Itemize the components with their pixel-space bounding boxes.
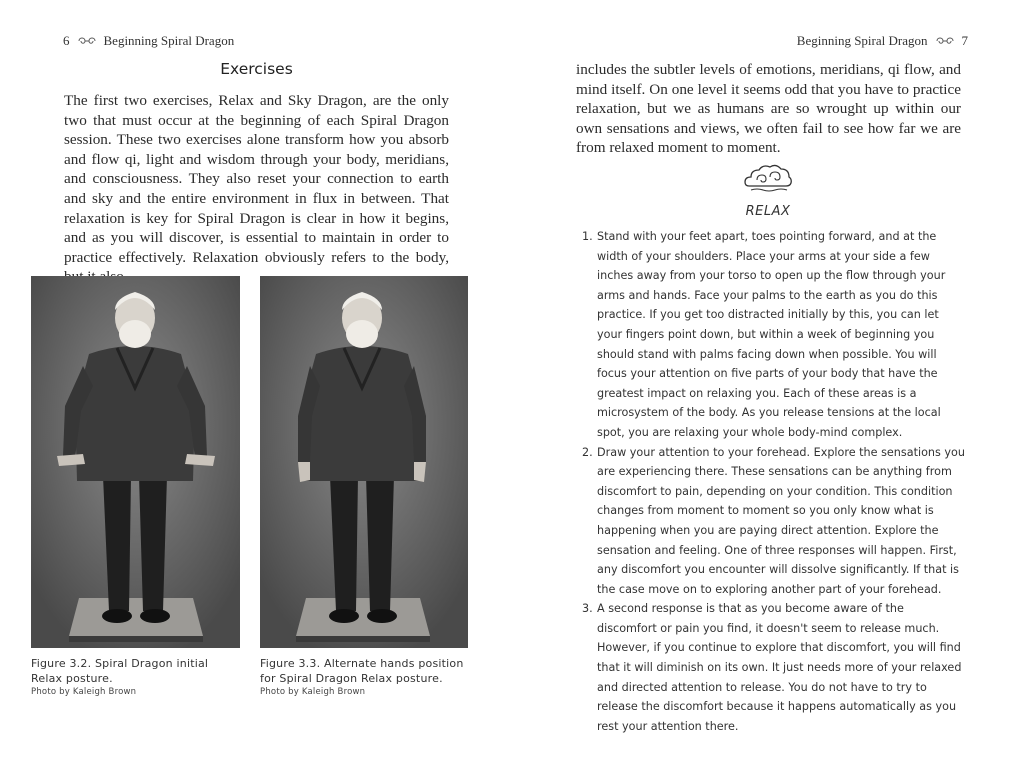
- figure-caption: [260, 656, 475, 699]
- list-item: [574, 599, 966, 736]
- photo-credit: Photo by Kaleigh Brown: [31, 687, 137, 697]
- swirl-ornament-icon: [78, 36, 96, 46]
- page-number: 6: [63, 33, 70, 48]
- figure-photo-relax-posture: [31, 276, 240, 648]
- page-number: 7: [961, 33, 968, 48]
- step-text: Draw your attention to your forehead. Explore the sensations you are experiencing there. These sensations can be anything from discomfort to pain, depending on your condition. This condition changes from moment to moment so you only know what is happening when you are paying direct attention. Explore the sensation and feeling. One of three responses will happen. First, any discomfort you encounter will dissolve significantly. If that is the case move on to exploring another part of your forehead.: [597, 445, 965, 596]
- exercise-subheading: RELAX: [745, 204, 791, 219]
- figure-caption: [31, 656, 236, 699]
- list-item: [574, 227, 966, 443]
- running-head-right: [797, 33, 968, 49]
- step-number: 2.: [582, 445, 593, 459]
- cloud-ornament-icon: [743, 162, 793, 194]
- running-head-title: Beginning Spiral Dragon: [103, 33, 235, 48]
- figure-photo-alternate-hands: [260, 276, 468, 648]
- body-paragraph: The first two exercises, Relax and Sky Dragon, are the only two that must occur at the beginning of each Spiral Dragon session. These two exercises alone transform how you absorb and flow qi, light and wisdom through your body, meridians, and consciousness. They also reset your connection to earth and sky and the entire environment in flux in between. That relaxation is key for Spiral Dragon is clear in how it begins, and as you will discover, is essential to maintain in order to practice effectively. Relaxation obviously refers to the body,: [64, 92, 449, 266]
- step-number: 1.: [582, 230, 593, 243]
- step-text: A second response is that as you become aware of the discomfort or pain you find, it doesn't seem to release much. However, if you continue to explore that discomfort, you will find that it will diminish on its own. It just needs more of your relaxed and directed attention to release. You do not have to try to release the discomfort because it happens automatically as you rest your attention there.: [597, 602, 962, 733]
- step-number: 3.: [582, 602, 593, 616]
- section-heading: Exercises: [220, 60, 293, 78]
- photo-credit: Photo by Kaleigh Brown: [260, 687, 366, 697]
- list-item: [574, 443, 966, 600]
- swirl-ornament-icon: [936, 36, 954, 46]
- step-text: Stand with your feet apart, toes pointing forward, and at the width of your shoulders. Place your arms at your side a few inches away from your torso to open up the flow through your arms and hands. Face your palms to the earth as you do this practice. If you get too distracted initially by this, you can let your fingers point down, but within a week of beginning you should stand with palms facing down when possible. You will focus your attention on five parts of your body that have the greatest impact on relaxing you. Each of these areas is a microsystem of the body. As you release tensions at the local spot, you are relaxing your whole body-mind complex.: [597, 230, 946, 439]
- running-head-title: Beginning Spiral Dragon: [796, 33, 928, 48]
- caption-text: Figure 3.3. Alternate hands position for Spiral Dragon Relax posture.: [260, 657, 464, 685]
- running-head-left: [63, 33, 234, 49]
- caption-text: Figure 3.2. Spiral Dragon initial Relax posture.: [31, 657, 209, 685]
- body-paragraph-continued: includes the subtler levels of emotions, meridians, qi flow, and mind itself. On one level it seems odd that you have to practice relaxation, but we as humans are so wrought up within our own sensations and views, we often fail to see how far we are from relaxed moment to moment.: [576, 61, 961, 157]
- relax-steps-list: [574, 227, 966, 736]
